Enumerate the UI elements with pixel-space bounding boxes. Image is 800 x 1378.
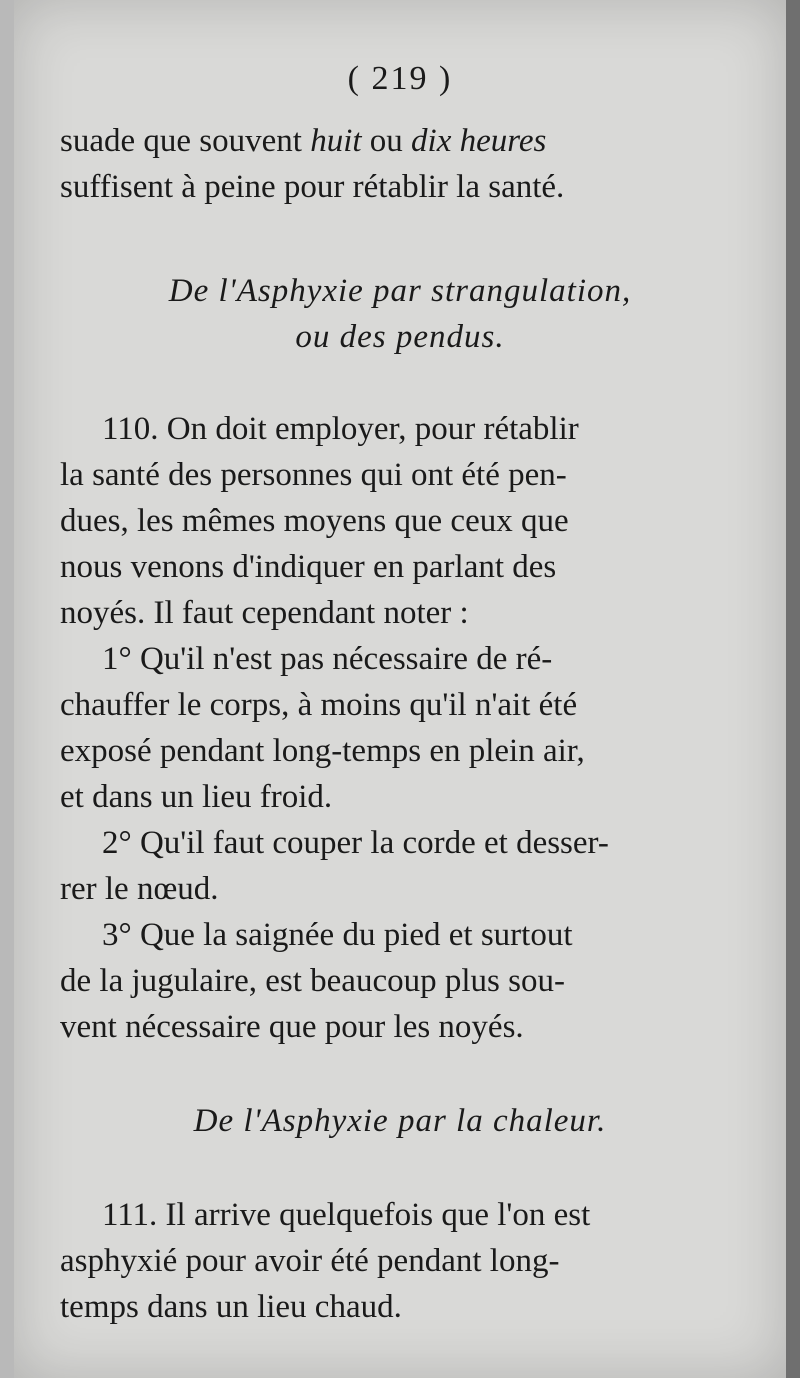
heading-line: De l'Asphyxie par la chaleur. (193, 1103, 607, 1139)
paragraph-line: dues, les mêmes moyens que ceux que (60, 503, 569, 539)
item-line: chauffer le corps, à moins qu'il n'ait été (60, 687, 578, 723)
heading-strangulation (60, 268, 740, 360)
intro-segment: suade que souvent (60, 123, 311, 159)
intro-text (60, 118, 740, 210)
paragraph-110 (60, 406, 740, 636)
page-right-edge (786, 0, 800, 1378)
item-line: exposé pendant long-temps en plein air, (60, 733, 585, 769)
heading-line-2: ou des pendus. (295, 319, 505, 355)
emphasis-dix-heures: dix heures (411, 123, 547, 159)
intro-line-1 (60, 118, 546, 164)
paragraph-111 (60, 1192, 740, 1330)
paragraph-line: temps dans un lieu chaud. (60, 1289, 402, 1325)
item-line: et dans un lieu froid. (60, 779, 333, 815)
item-line: rer le nœud. (60, 871, 219, 907)
text-line (60, 118, 740, 164)
page-left-edge (0, 0, 14, 1378)
paragraph-line: noyés. Il faut cependant noter : (60, 595, 469, 631)
item-2 (60, 820, 740, 912)
emphasis-huit: huit (310, 123, 362, 159)
paragraph-line: asphyxié pour avoir été pendant long- (60, 1243, 560, 1279)
paragraph-line: la santé des personnes qui ont été pen- (60, 457, 567, 493)
intro-line-2: suffisent à peine pour rétablir la santé. (60, 169, 565, 205)
item-1 (60, 636, 740, 820)
item-line: 3° Que la saignée du pied et surtout (102, 917, 573, 953)
item-line: 2° Qu'il faut couper la corde et desser- (102, 825, 609, 861)
paragraph-line: 110. On doit employer, pour rétablir (102, 411, 579, 447)
heading-chaleur (60, 1098, 740, 1144)
item-line: de la jugulaire, est beaucoup plus sou- (60, 963, 565, 999)
page-number: ( 219 ) (347, 60, 453, 97)
item-3 (60, 912, 740, 1050)
paragraph-line: 111. Il arrive quelquefois que l'on est (102, 1197, 591, 1233)
paragraph-line: nous venons d'indiquer en parlant des (60, 549, 557, 585)
item-line: vent nécessaire que pour les noyés. (60, 1009, 524, 1045)
intro-segment: ou (361, 123, 412, 159)
item-line: 1° Qu'il n'est pas nécessaire de ré- (102, 641, 553, 677)
heading-line-1: De l'Asphyxie par strangulation, (168, 273, 632, 309)
